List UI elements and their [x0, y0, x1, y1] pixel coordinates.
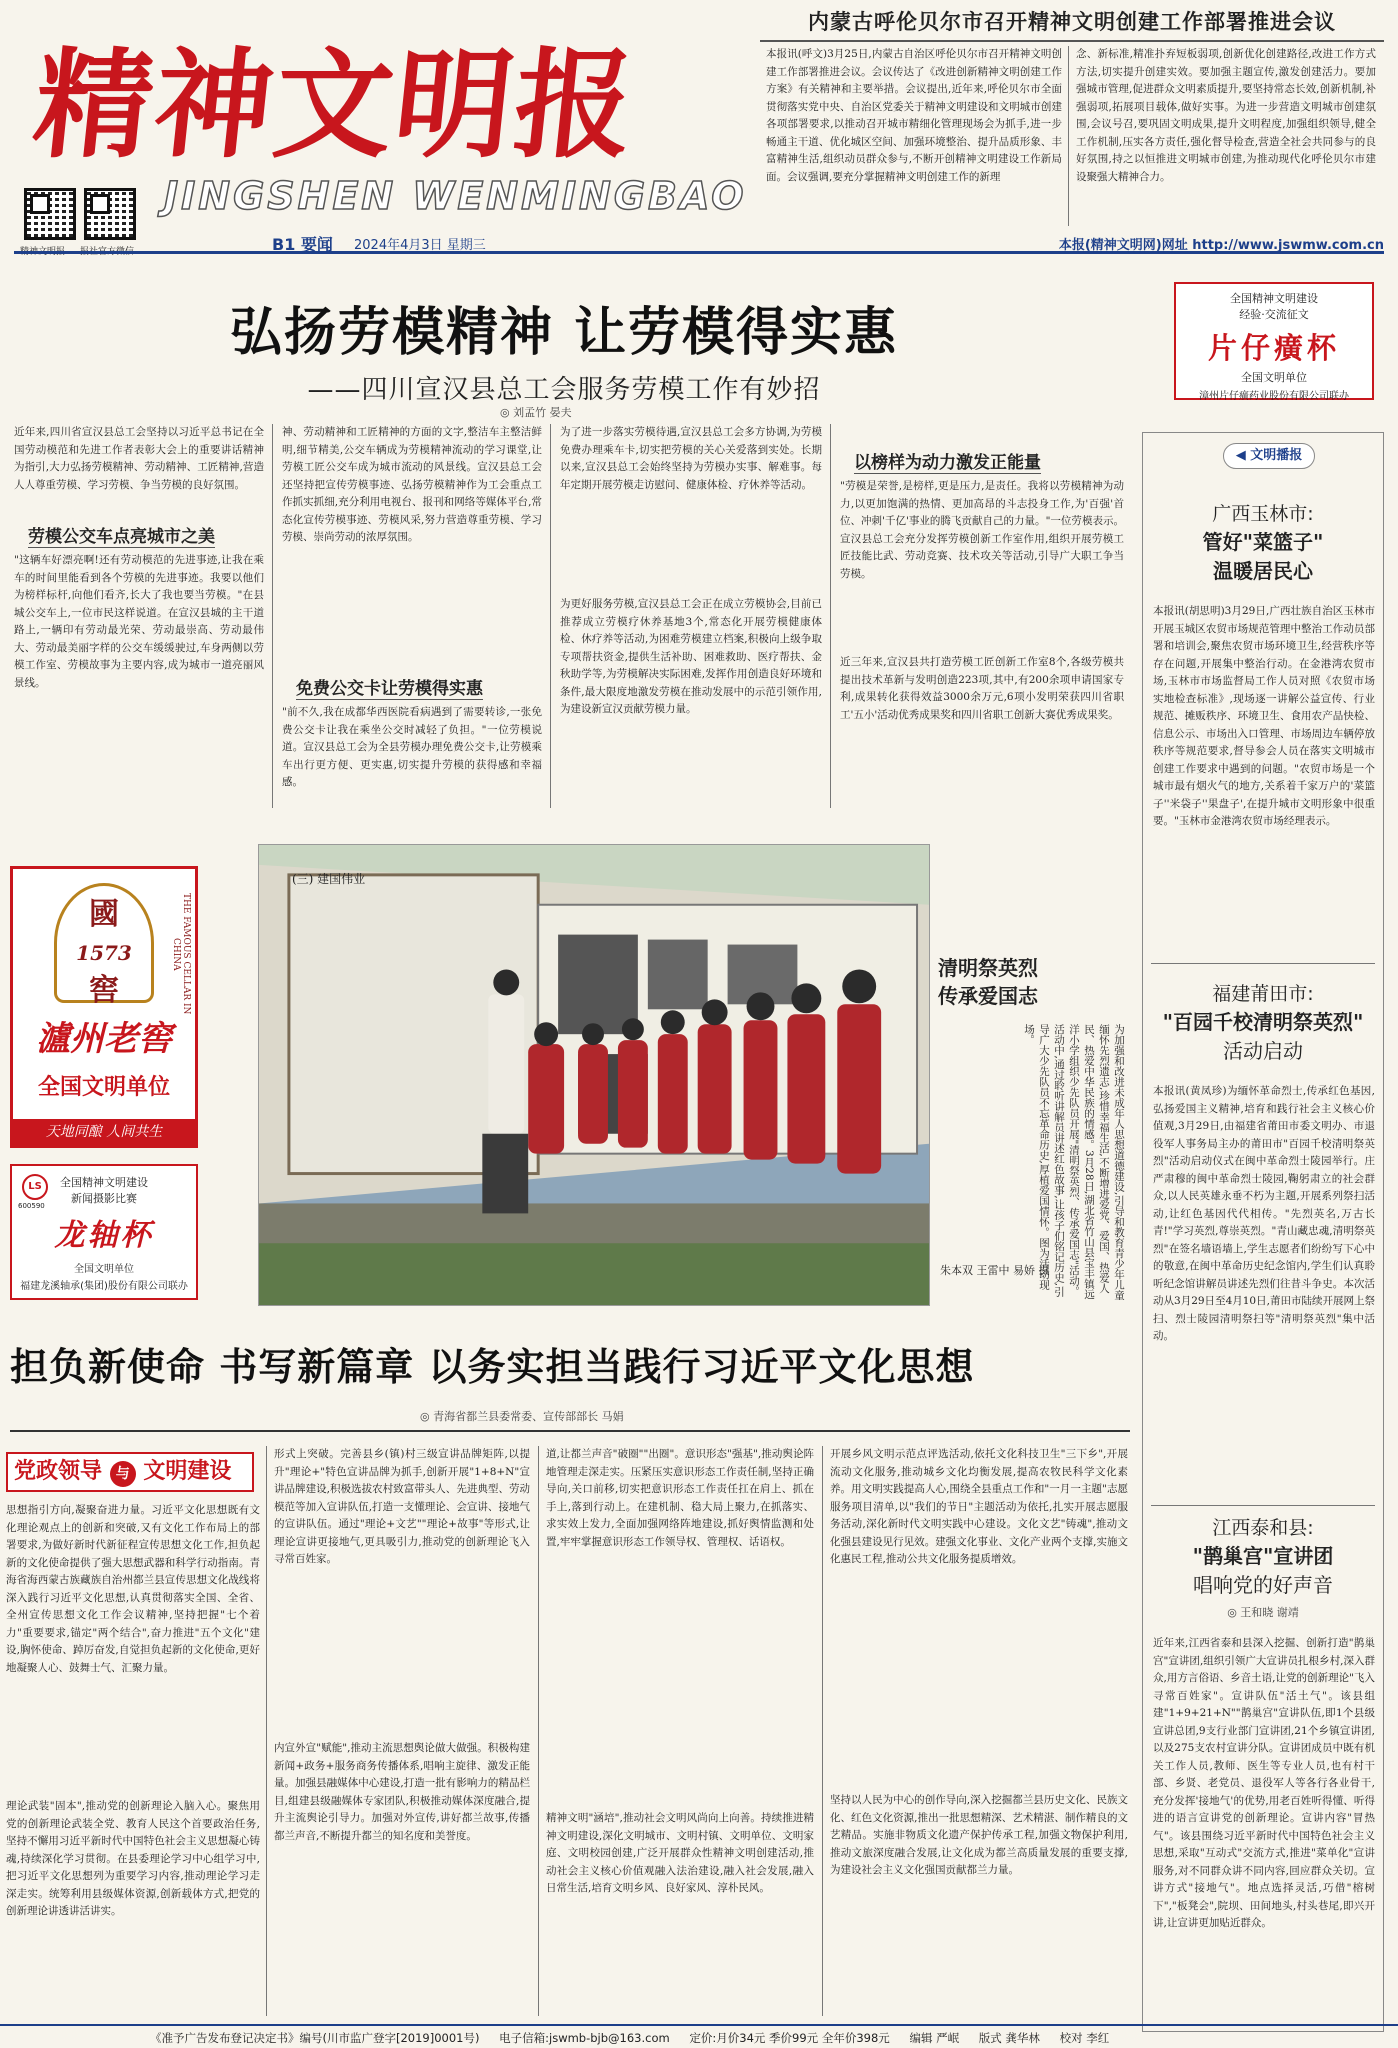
masthead: [14, 6, 754, 257]
ad-side-text: THE FAMOUS CELLAR IN CHINA: [171, 893, 191, 1015]
seal-number: 1573: [76, 941, 132, 965]
main-col-3: [560, 424, 822, 808]
paragraph: 近年来,四川省宣汉县总工会坚持以习近平总书记在全国劳动模范和先进工作者表彰大会上的重要讲话精神为指引,大力弘扬劳模精神、劳动精神、工匠精神,营造人人尊重劳模、学习劳模、争当劳模的良好氛围。: [14, 426, 264, 491]
main-story-body: [14, 424, 1124, 808]
story2-title[interactable]: 担负新使命 书写新篇章 以务实担当践行习近平文化思想: [10, 1345, 975, 1389]
paragraph: 为了进一步落实劳模待遇,宣汉县总工会多方协调,为劳模免费办理乘车卡,切实把劳模的关心关爱落到实处。长期以来,宣汉县总工会始终坚持为劳模办实事、解难事。每年定期开展劳模走访慰问、健康体检、疗休养等活动。: [560, 426, 822, 491]
ad-longzhou-cup[interactable]: [10, 1164, 198, 1300]
paragraph: 理论武装"固本",推动党的创新理论入脑入心。聚焦用党的创新理论武装全党、教育人民这个首要政治任务,坚持不懈用习近平新时代中国特色社会主义思想凝心铸魂,持续深化学习贯彻。在县委理论学习中心组学习中,把习近平文化思想列为重要学习内容,推动理论学习走深走实。统筹利用县级媒体资源,创新载体方式,把党的创新理论讲透讲活讲实。: [6, 1800, 260, 1917]
column-badge: [6, 1452, 254, 1492]
story2-byline: ◎ 青海省都兰县委常委、宣传部部长 马娟: [420, 1410, 624, 1423]
footer-license: 《准予广告发布登记决定书》编号(川市监广登字[2019]0001号): [150, 2031, 480, 2045]
main-headline: [14, 290, 1114, 406]
logo-code: 600590: [18, 1202, 45, 1210]
paragraph: "前不久,我在成都华西医院看病遇到了需要转诊,一张免费公交卡让我在乘坐公交时减轻了负担。"一位劳模说道。宣汉县总工会为全县劳模办理免费公交卡,让劳模乘车出行更方便、更实惠,切实提升劳模的获得感和幸福感。: [282, 706, 542, 788]
ad-unit: 全国文明单位: [74, 1264, 134, 1275]
ad-company: 漳州片仔癀药业股份有限公司联办: [1199, 391, 1349, 402]
website-link[interactable]: 本报(精神文明网)网址 http://www.jswmw.com.cn: [1058, 238, 1384, 253]
right-column: [1142, 432, 1384, 2032]
story-byline: ◎ 王和晓 谢靖: [1227, 1606, 1299, 1619]
right-story-2-body: 本报讯(黄凤珍)为缅怀革命烈士,传承红色基因,弘扬爱国主义精神,培育和践行社会主义核心价值观,3月29日,由福建省莆田市委文明办、市退役军人事务局主办的莆田市"百园千校清明祭英烈"活动启动仪式在闽中革命烈士陵园举行。庄严肃穆的闽中革命烈士陵园,鞠躬肃立的社会群众,以人民英雄永垂不朽为主题,开展系列祭扫活动,让红色基因代代相传。"先烈英名,万古长青!"学习英烈,尊崇英烈。"青山藏忠魂,清明祭英烈"在签名墙语墙上,学生志愿者们纷纷写下心中的敬意,在闽中革命历史纪念馆内,学生们认真聆听纪念馆讲解员讲述先烈们往昔斗争史。本次活动从3月29日至4月10日,莆田市陆续开展网上祭扫、烈士陵园清明祭扫等"清明祭英烈"集中活动。: [1153, 1085, 1375, 1342]
story-title: 活动启动: [1223, 1039, 1303, 1063]
paragraph: 开展乡风文明示范点评选活动,依托文化科技卫生"三下乡",开展流动文化服务,推动城乡文化均衡发展,提高农牧民科学文化素养。用文明实践提高人心,围绕全县重点工作和"一月一主题"志愿服务项目清单,以"我们的节日"主题活动为依托,扎实开展志愿服务活动,深化新时代文明实践中心建设。文化文艺"铸魂",推动文化强县建设见行见效。建强文化事业、文化产业两个支撑,实施文化惠民工程,推动公共文化服务提质增效。: [830, 1448, 1128, 1565]
paragraph: 近三年来,宣汉县共打造劳模工匠创新工作室8个,各级劳模共提出技术革新与发明创造223项,其中,有200余项申请国家专利,成果转化获得效益3000余万元,6项小发明荣获四川省职工'五小'活动优秀成果奖和四川省职工创新大赛优秀成果奖。: [840, 656, 1124, 721]
qr-label: 精神文明报: [20, 247, 66, 257]
ad-line: 全国精神文明建设: [60, 1176, 148, 1189]
story-place: 福建莆田市:: [1212, 983, 1314, 1005]
main-story-title[interactable]: 弘扬劳模精神 让劳模得实惠: [229, 303, 899, 363]
issue-bar: [14, 232, 1384, 254]
qr-label: 报社官方微信: [80, 247, 135, 257]
ad-line: 经验·交流征文: [1239, 308, 1309, 321]
story-title: "百园千校清明祭英烈": [1162, 1010, 1364, 1034]
paragraph: 内宣外宣"赋能",推动主流思想舆论做大做强。积极构建新闻+政务+服务商务传播体系,唱响主旋律、激发正能量。加强县融媒体中心建设,打造一批有影响力的精品栏目,组建县级融媒体专家团队,积极推动媒体深度融合,提升主流舆论引导力。加强对外宣传,讲好都兰故事,传播都兰声音,不断提升都兰的知名度和美誉度。: [274, 1742, 530, 1842]
story2-col-1: [6, 1502, 260, 2016]
seal-text: 國: [89, 897, 119, 932]
ad-line: 新闻摄影比赛: [71, 1192, 137, 1205]
story2-col-3: [546, 1446, 814, 2016]
main-col-4: [840, 424, 1124, 808]
paragraph: 道,让都兰声音"破圈""出圈"。意识形态"强基",推动舆论阵地管理走深走实。压紧压实意识形态工作责任制,坚持正确导向,关口前移,切实把意识形态工作责任扛在肩上、抓在手上,落到行动上。在建机制、稳大局上聚力,在抓落实、求实效上发力,全面加强网络阵地建设,抓好舆情监测和处置,牢牢掌握意识形态工作领导权、管理权、话语权。: [546, 1448, 814, 1548]
ls-logo-icon: LS: [22, 1174, 48, 1200]
paragraph: 神、劳动精神和工匠精神的方面的文字,整洁车主整洁鲜明,细节精美,公交车辆成为劳模精神流动的学习课堂,让劳模工匠公交车成为城市流动的风景线。宣汉县总工会还坚持把宣传劳模事迹、弘扬劳模精神作为工会重点工作抓实抓细,充分利用电视台、报刊和网络等媒体平台,常态化宣传劳模事迹、劳模风采,努力营造尊重劳模、学习劳模、崇尚劳动的浓厚氛围。: [282, 426, 542, 543]
photo-caption-title: [938, 954, 1078, 1010]
top-news-title[interactable]: 内蒙古呼伦贝尔市召开精神文明创建工作部署推进会议: [760, 6, 1384, 42]
story2-col-4: [830, 1446, 1128, 2016]
paragraph: 精神文明"涵培",推动社会文明风尚向上向善。持续推进精神文明建设,深化文明城市、文明村镇、文明单位、文明家庭、文明校园创建,广泛开展群众性精神文明创建活动,推动社会主义核心价值观融入法治建设,融入社会发展,融入日常生活,培育文明乡风、良好家风、淳朴民风。: [546, 1812, 814, 1894]
paragraph: 坚持以人民为中心的创作导向,深入挖掘都兰县历史文化、民族文化、红色文化资源,推出一批思想精深、艺术精湛、制作精良的文艺精品。实施非物质文化遗产保护传承工程,加强文物保护利用,推动文旅深度融合发展,让文化成为都兰高质量发展的重要支撑,为建设社会主义文化强国贡献都兰力量。: [830, 1794, 1128, 1876]
story-place: 江西泰和县:: [1212, 1517, 1314, 1539]
footer-email[interactable]: 电子信箱:jswmb-bjb@163.com: [499, 2031, 670, 2045]
column-label-text: 文明播报: [1250, 448, 1303, 463]
caption-title-text: 清明祭英烈 传承爱国志: [938, 956, 1038, 1008]
footer-layout: 版式 龚华林: [978, 2031, 1040, 2045]
right-story-1-heading[interactable]: [1143, 499, 1383, 584]
news-photo[interactable]: [258, 844, 930, 1306]
section-heading: 免费公交卡让劳模得实惠: [296, 674, 483, 700]
newspaper-title: 精神文明报: [27, 35, 643, 174]
story-title: "鹊巢宫"宣讲团: [1192, 1544, 1334, 1568]
footer-proof: 校对 李红: [1059, 2031, 1110, 2045]
badge-connector: 与: [110, 1461, 136, 1487]
story-place: 广西玉林市:: [1212, 503, 1314, 525]
footer: [0, 2024, 1398, 2048]
newspaper-pinyin: JINGSHEN WENMINGBAO: [164, 174, 747, 218]
section-heading: 以榜样为动力激发正能量: [854, 448, 1041, 474]
story2-headline: [10, 1336, 1130, 1391]
right-story-2-heading[interactable]: [1143, 979, 1383, 1064]
photo-memorial-activity: [259, 845, 929, 1305]
main-story-byline: ◎ 刘孟竹 晏夫: [500, 406, 572, 419]
footer-editor: 编辑 严岷: [909, 2031, 960, 2045]
story-title: 温暖居民心: [1213, 559, 1313, 583]
ad-company: 福建龙溪轴承(集团)股份有限公司联办: [20, 1281, 188, 1292]
ad-pianzaihuang[interactable]: [1174, 282, 1374, 400]
paragraph: 思想指引方向,凝聚奋进力量。习近平文化思想既有文化理论观点上的创新和突破,又有文化工作布局上的部署要求,为做好新时代新征程宣传思想文化工作,担负起新的文化使命提供了强大思想武器和科学行动指南。青海省海西蒙古族藏族自治州都兰县宣传思想文化战线将深入践行习近平文化思想,认真贯彻落实全国、全省、全州宣传思想文化工作会议精神,坚持把握"七个着力"重要要求,锚定"两个结合",奋力推进"五个文化"建设,胸怀使命、踔厉奋发,自觉担负起新的文化使命,更好地凝聚人心、鼓舞士气、汇聚力量。: [6, 1504, 260, 1674]
column-label: [1223, 443, 1315, 469]
right-story-3-body: 近年来,江西省泰和县深入挖掘、创新打造"鹊巢宫"宣讲团,组织引领广大宣讲员扎根乡村,深入群众,用方言俗语、乡音土语,让党的创新理论"飞入寻常百姓家"。宣讲队伍"活土气"。该县组建"1+9+21+N""鹊巢宫"宣讲队伍,即1个县级宣讲总团,9支行业部门宣讲团,21个乡镇宣讲团,以及275支农村宣讲分队。宣讲团成员中既有机关工作人员,教师、医生等专业人员,也有村干部、乡贤、老党员、退役军人等各行各业骨干,充分发挥'接地气'的优势,用老百姓听得懂、听得进的语言宣讲党的创新理论。宣讲内容"冒热气"。该县围绕习近平新时代中国特色社会主义思想,采取"互动式"交流方式,推进"菜单化"宣讲服务,对不同群众讲不同内容,回应群众关切。宣讲方式"接地气"。地点选择灵活,巧借"榕树下","板凳会",院坝、田间地头,村头巷尾,即兴开讲,让宣讲更加贴近群众。: [1153, 1637, 1375, 1929]
board-title: (三) 建国伟业: [292, 872, 366, 886]
story2-col-2: [274, 1446, 530, 2016]
badge-text: 文明建设: [143, 1459, 232, 1484]
ad-line: 全国精神文明建设: [1230, 292, 1318, 305]
footer-price: 定价:月价34元 季价99元 全年价398元: [689, 2031, 890, 2045]
paragraph: "劳模是荣誉,是榜样,更是压力,是责任。我将以劳模精神为动力,以更加饱满的热情、更加高昂的斗志投身工作,为'百强'首位、冲刺'千亿'事业的腾飞贡献自己的力量。"一位劳模表示。宣汉县总工会充分发挥劳模创新工作室作用,组织开展劳模工匠技能比武、劳动竞赛、技术攻关等活动,引导广大职工争当劳模。: [840, 480, 1124, 580]
photo-credit: 朱本双 王雷中 易娇 摄: [940, 1264, 1050, 1277]
section-heading: 劳模公交车点亮城市之美: [28, 522, 215, 548]
paragraph: 形式上突破。完善县乡(镇)村三级宣讲品牌矩阵,以提升"理论+"特色宣讲品牌为抓手,创新开展"1+8+N"宣讲品牌建设,积极选拔农村致富带头人、先进典型、劳动模范等加入宣讲队伍,打造一支懂理论、会宣讲、接地气的宣讲队伍。通过"理论+文艺""理论+故事"等形式,让理论宣讲更接地气,更具吸引力,推动党的创新理论飞入寻常百姓家。: [274, 1448, 530, 1565]
guojiao-seal-logo: [54, 883, 154, 1008]
top-news: [760, 6, 1384, 228]
right-story-3-heading[interactable]: [1143, 1513, 1383, 1620]
megaphone-icon: ◀: [1235, 448, 1251, 463]
page-number: B1 要闻: [272, 235, 333, 254]
ad-unit: 全国文明单位: [1241, 371, 1307, 384]
ad-guojiao-1573[interactable]: [10, 866, 198, 1148]
top-news-col: 念、新标准,精准扑弃短板弱项,创新优化创建路径,改进工作方式方法,切实提升创建实效。要加强主题宣传,激发创建活力。要加强城市管理,促进群众文明素质提升,要坚持常态长效,创新机制,补强弱项,拓展项目载体,做好实事。为进一步营造文明城市创建氛围,会议号召,要巩固文明成果,提升文明程度,加强组织领导,健全工作机制,压实各方责任,强化督导检查,营造全社会共同参与的良好氛围,持之以恒推进文明城市创建,为推动现代化呼伦贝尔市建设聚强大精神合力。: [1076, 48, 1376, 183]
ad-brand: 龙轴杯: [54, 1218, 154, 1253]
story-title: 管好"菜篮子": [1202, 530, 1324, 554]
ad-unit: 全国文明单位: [37, 1074, 170, 1100]
ad-slogan: 天地同酿 人间共生: [13, 1119, 195, 1145]
main-col-2: [282, 424, 542, 808]
main-col-1: [14, 424, 264, 808]
badge-text: 党政领导: [14, 1459, 103, 1484]
main-story-subtitle: ——四川宣汉县总工会服务劳模工作有妙招: [307, 375, 821, 405]
ad-brand: 瀘州老窖: [36, 1019, 172, 1059]
ad-brand: 片仔癀杯: [1207, 331, 1340, 365]
issue-date: 2024年4月3日 星期三: [354, 238, 486, 253]
top-news-col: 本报讯(呼文)3月25日,内蒙古自治区呼伦贝尔市召开精神文明创建工作部署推进会议。会议传达了《改进创新精神文明创建工作方案》有关精神和主要举措。会议提出,近年来,呼伦贝尔市全面贯彻落实党中央、自治区党委关于精神文明建设和文明城市创建各项部署要求,以推动召开城市精细化管理现场会为抓手,进一步畅通主干道、优化城区空间、加强环境整治、提升品质形象、丰富精神生活,组织动员群众参与,不断开创精神文明建设工作新局面。会议强调,要充分掌握精神文明创建工作的新理: [766, 48, 1062, 183]
right-story-1-body: 本报讯(胡思明)3月29日,广西壮族自治区玉林市开展玉城区农贸市场规范管理中整治工作动员部署和培训会,聚焦农贸市场环境卫生,经营秩序等存在问题,开展集中整治行动。在金港湾农贸市场,玉林市市场监督局工作人员对照《农贸市场实地检查标准》,现场逐一讲解公益宣传、行业规范、摊贩秩序、环境卫生、食用农产品快检、信息公示、市场出入口管理、市场周边车辆停放秩序等规范要求,督导参会人员在落实文明城市创建工作要求中遇到的问题。"农贸市场是一个城市最有烟火气的地方,关系着千家万户的'菜篮子''米袋子''果盘子',在提升城市文明形象中很重要。"玉林市金港湾农贸市场经理表示。: [1153, 605, 1375, 827]
story-title: 唱响党的好声音: [1193, 1573, 1333, 1597]
paragraph: "这辆车好漂亮啊!还有劳动模范的先进事迹,让我在乘车的时间里能看到各个劳模的先进事迹。我要以他们为榜样标杆,向他们看齐,长大了我也要当劳模。"在县城公交车上,一位市民这样说道。在宣汉县城的主干道路上,一辆印有劳动最光荣、劳动最崇高、劳动最伟大、劳动最美丽字样的公交车缓缓驶过,车身两侧以劳模工作室、劳模故事为主要内容,成为城市一道亮丽风景线。: [14, 554, 264, 689]
photo-caption: 为加强和改进未成年人思想道德建设,引导和教育青少年儿童缅怀先烈遗志,珍惜幸福生活,不断增进爱党、爱国、热爱人民、热爱中华民族的情感。3月28日,湖北省竹山县宝丰镇远洋小学组织少先队员开展"清明祭英烈、传承爱国志"活动。活动中,通过聆听讲解员讲述红色故事,让孩子们铭记历史,引导广大少先队员不忘革命历史,厚植爱国情怀。图为活动现场。: [1023, 1024, 1125, 1301]
paragraph: 为更好服务劳模,宣汉县总工会正在成立劳模协会,目前已推荐成立劳模疗休养基地3个,常态化开展劳模健康体检、休疗养等活动,为困难劳模建立档案,积极向上级争取专项帮扶资金,提供生活补助、困难救助、医疗帮扶、金秋助学等,为劳模解决实际困难,发挥作用创造良好环境和条件,最大限度地激发劳模在推动发展中的示范引领作用,为建设新宣汉贡献劳模力量。: [560, 598, 822, 715]
seal-text: 窖: [89, 973, 119, 1008]
